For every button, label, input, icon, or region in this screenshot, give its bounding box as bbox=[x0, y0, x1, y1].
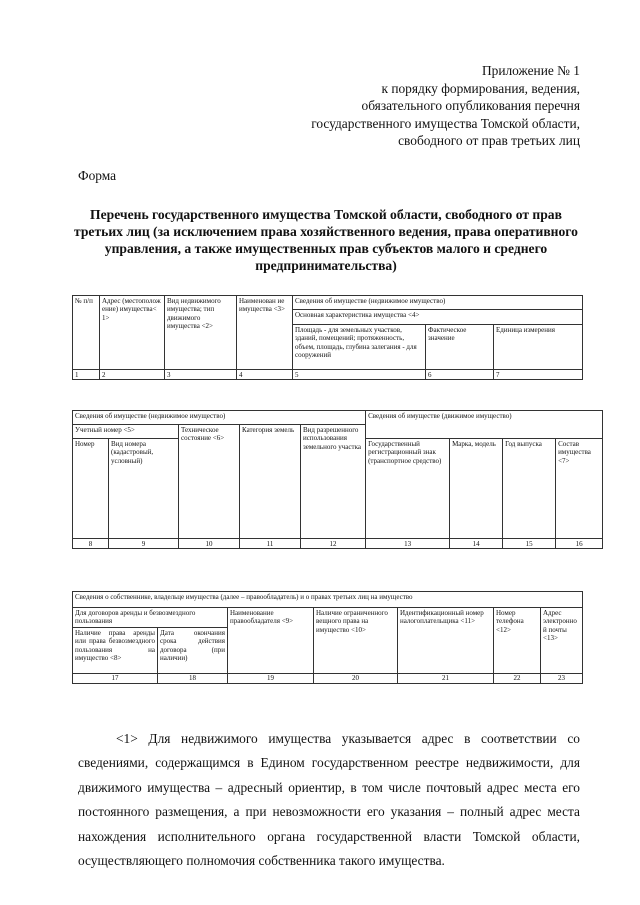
col-header-registration-sign: Государственный регистрационный знак (транспортное средство) bbox=[366, 439, 450, 539]
col-number: 20 bbox=[314, 673, 398, 683]
form-label: Форма bbox=[78, 168, 117, 183]
col-header-holder-name: Наименование правообладателя <9> bbox=[228, 608, 314, 674]
appendix-line-2: к порядку формирования, ведения, bbox=[381, 80, 580, 96]
col-number: 7 bbox=[494, 370, 583, 380]
col-number: 4 bbox=[237, 370, 293, 380]
group-header-lease: Для договоров аренды и безвозмездного пользования bbox=[73, 608, 228, 628]
col-number: 9 bbox=[109, 539, 179, 549]
col-header-lease-rights: Наличие права аренды или права безвозмездного пользования на имущество <8> bbox=[73, 627, 158, 673]
appendix-line-5: свободного от прав третьих лиц bbox=[398, 133, 580, 149]
col-header-unit: Единица измерения bbox=[494, 325, 583, 370]
col-header-number: Номер bbox=[73, 439, 109, 539]
col-header-land-category: Категория земель bbox=[240, 425, 301, 539]
col-number: 3 bbox=[165, 370, 237, 380]
col-number: 21 bbox=[398, 673, 494, 683]
group-header-movable: Сведения об имуществе (движимое имущество) bbox=[366, 411, 603, 439]
col-number: 18 bbox=[158, 673, 228, 683]
footnote bbox=[78, 727, 580, 873]
col-header-num: № п/п bbox=[73, 296, 100, 370]
col-number: 22 bbox=[494, 673, 541, 683]
col-number: 8 bbox=[73, 539, 109, 549]
footnote-text: <1> Для недвижимого имущества указывается адрес в соответствии со сведениями, содержащимся в Едином государственном реестре недвижимости, для движимого имущества – адресный ориентир, в том числе почтовый адрес места его постоянного размещения, а при невозможности его указания – полный адрес места нахождения исполнительного органа государственной власти Томской области, осуществляющего полномочия собственника такого имущества. bbox=[78, 731, 580, 869]
col-number: 23 bbox=[541, 673, 583, 683]
col-header-inn: Идентификационный номер налогоплательщика <11> bbox=[398, 608, 494, 674]
col-number: 10 bbox=[179, 539, 240, 549]
col-number: 17 bbox=[73, 673, 158, 683]
col-number: 16 bbox=[556, 539, 603, 549]
col-header-technical-state: Техническое состояние <6> bbox=[179, 425, 240, 539]
col-header-cadastral-number: Учетный номер <5> bbox=[73, 425, 179, 439]
group-header-owner: Сведения о собственнике, владельце имущества (далее – правообладатель) и о правах третьих лиц на имущество bbox=[73, 592, 583, 608]
group-header-immovable: Сведения об имуществе (недвижимое имущество) bbox=[73, 411, 366, 425]
col-header-property-name: Наименован ие имущества <3> bbox=[237, 296, 293, 370]
col-header-actual-value: Фактическое значение bbox=[426, 325, 494, 370]
col-header-lease-end-date: Дата окончания срока действия договора (при наличии) bbox=[158, 627, 228, 673]
document-title: Перечень государственного имущества Томской области, свободного от прав третьих лиц (за исключением права хозяйственного ведения, права оперативного управления, а также имущественных прав субъектов малого и среднего предпринимательства) bbox=[74, 207, 578, 273]
col-number: 6 bbox=[426, 370, 494, 380]
group-header-immovable: Сведения об имуществе (недвижимое имущество) bbox=[293, 296, 583, 310]
col-header-number-type: Вид номера (кадастровый, условный) bbox=[109, 439, 179, 539]
col-header-property-type: Вид недвижимого имущества; тип движимого имущества <2> bbox=[165, 296, 237, 370]
col-number: 15 bbox=[503, 539, 556, 549]
table-property-details bbox=[72, 410, 603, 549]
col-number: 2 bbox=[100, 370, 165, 380]
col-header-address: Адрес (местополож ение) имущества< 1> bbox=[100, 296, 165, 370]
col-header-phone: Номер телефона <12> bbox=[494, 608, 541, 674]
col-header-email: Адрес электронной почты <13> bbox=[541, 608, 583, 674]
appendix-line-1: Приложение № 1 bbox=[481, 63, 580, 78]
subgroup-header-characteristics: Основная характеристика имущества <4> bbox=[293, 310, 583, 325]
col-number: 12 bbox=[301, 539, 366, 549]
col-number: 14 bbox=[450, 539, 503, 549]
col-header-encumbrance: Наличие ограниченного вещного права на имущество <10> bbox=[314, 608, 398, 674]
col-number: 5 bbox=[293, 370, 426, 380]
appendix-line-3: обязательного опубликования перечня bbox=[361, 98, 580, 114]
col-header-year: Год выпуска bbox=[503, 439, 556, 539]
table-owner-rights bbox=[72, 591, 583, 684]
col-header-area: Площадь - для земельных участков, зданий, помещений; протяженность, объем, площадь, глубина залегания - для сооружений bbox=[293, 325, 426, 370]
col-header-brand-model: Марка, модель bbox=[450, 439, 503, 539]
col-number: 13 bbox=[366, 539, 450, 549]
col-number: 11 bbox=[240, 539, 301, 549]
col-number: 19 bbox=[228, 673, 314, 683]
table-property-main bbox=[72, 295, 583, 380]
col-number: 1 bbox=[73, 370, 100, 380]
col-header-permitted-use: Вид разрешенного использования земельного участка bbox=[301, 425, 366, 539]
appendix-line-4: государственного имущества Томской области, bbox=[311, 115, 580, 131]
col-header-composition: Состав имущества <7> bbox=[556, 439, 603, 539]
appendix-header bbox=[311, 62, 580, 150]
